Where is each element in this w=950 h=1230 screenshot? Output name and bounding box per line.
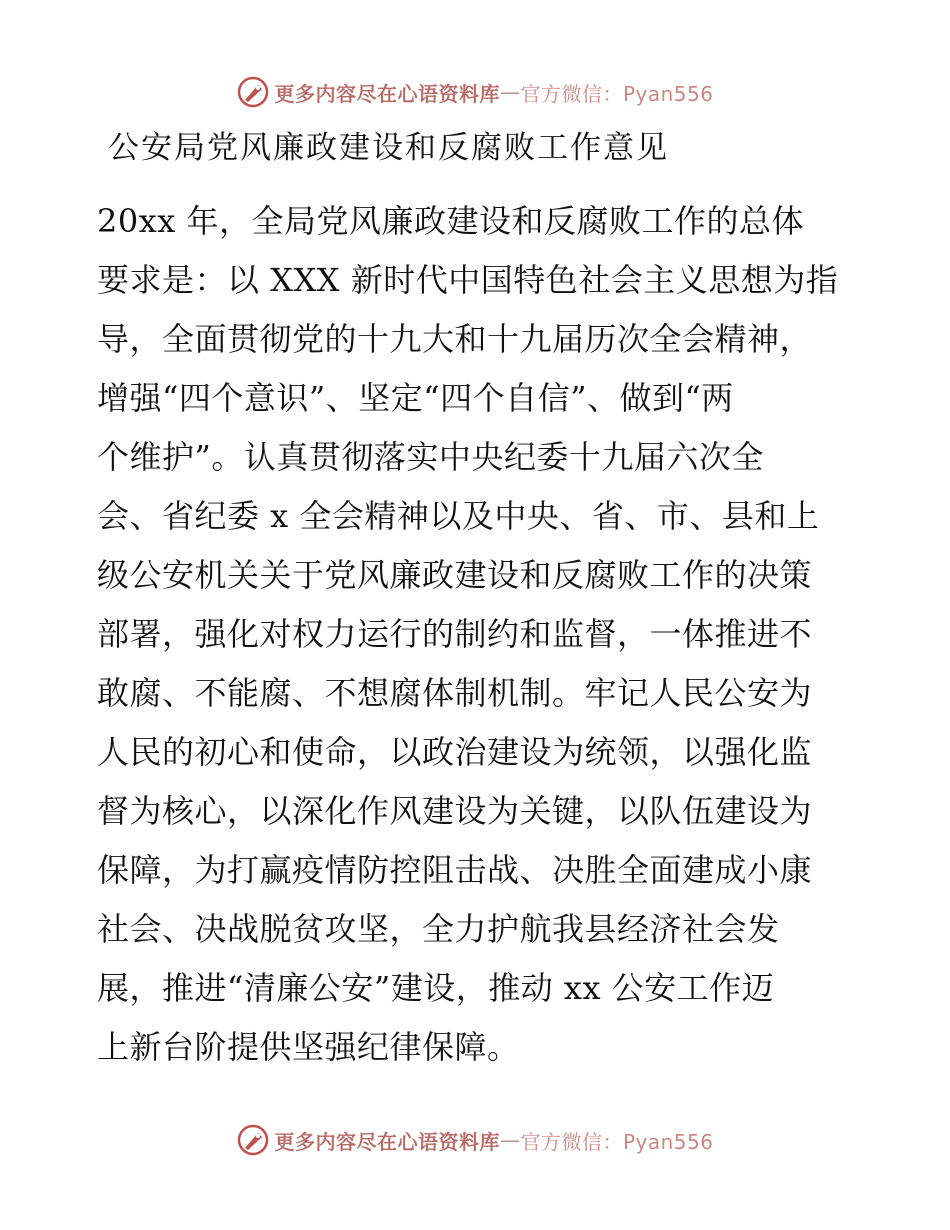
body-line: 保障，为打赢疫情防控阻击战、决胜全面建成小康 [97, 851, 813, 889]
body-line: 人民的初心和使命，以政治建设为统领，以强化监 [97, 733, 813, 771]
body-line: 展，推进“清廉公安”建设，推动 xx 公安工作迈 [97, 969, 775, 1007]
body-line: 上新台阶提供坚强纪律保障。 [97, 1028, 520, 1066]
body-line: 社会、决战脱贫攻坚，全力护航我县经济社会发 [97, 910, 780, 948]
banner-main-text: 更多内容尽在心语资料库 [274, 81, 500, 106]
body-line: 导，全面贯彻党的十九大和十九届历次全会精神， [97, 320, 813, 358]
header-banner [0, 72, 950, 112]
pen-nib-logo-icon [236, 75, 270, 109]
body-line: 增强“四个意识”、坚定“四个自信”、做到“两 [97, 379, 734, 417]
pen-nib-logo-icon [236, 1123, 270, 1157]
body-line: 级公安机关关于党风廉政建设和反腐败工作的决策 [97, 556, 813, 594]
body-line: 督为核心，以深化作风建设为关键，以队伍建设为 [97, 792, 813, 830]
body-line: 敢腐、不能腐、不想腐体制机制。牢记人民公安为 [97, 674, 813, 712]
footer-banner [0, 1120, 950, 1160]
banner-main-text: 更多内容尽在心语资料库 [274, 1129, 500, 1154]
body-line: 要求是：以 XXX 新时代中国特色社会主义思想为指 [97, 261, 839, 299]
banner-wechat-text: 官方微信：Pyan556 [520, 81, 714, 106]
document-title: 公安局党风廉政建设和反腐败工作意见 [108, 130, 669, 166]
body-line: 部署，强化对权力运行的制约和监督，一体推进不 [97, 615, 813, 653]
body-line: 个维护”。认真贯彻落实中央纪委十九届六次全 [97, 438, 764, 476]
body-line: 20xx 年，全局党风廉政建设和反腐败工作的总体 [97, 202, 804, 240]
banner-separator: — [499, 80, 521, 104]
document-body [97, 192, 855, 1077]
banner-wechat-text: 官方微信：Pyan556 [520, 1129, 714, 1154]
banner-separator: — [499, 1128, 521, 1152]
body-line: 会、省纪委 x 全会精神以及中央、省、市、县和上 [97, 497, 820, 535]
